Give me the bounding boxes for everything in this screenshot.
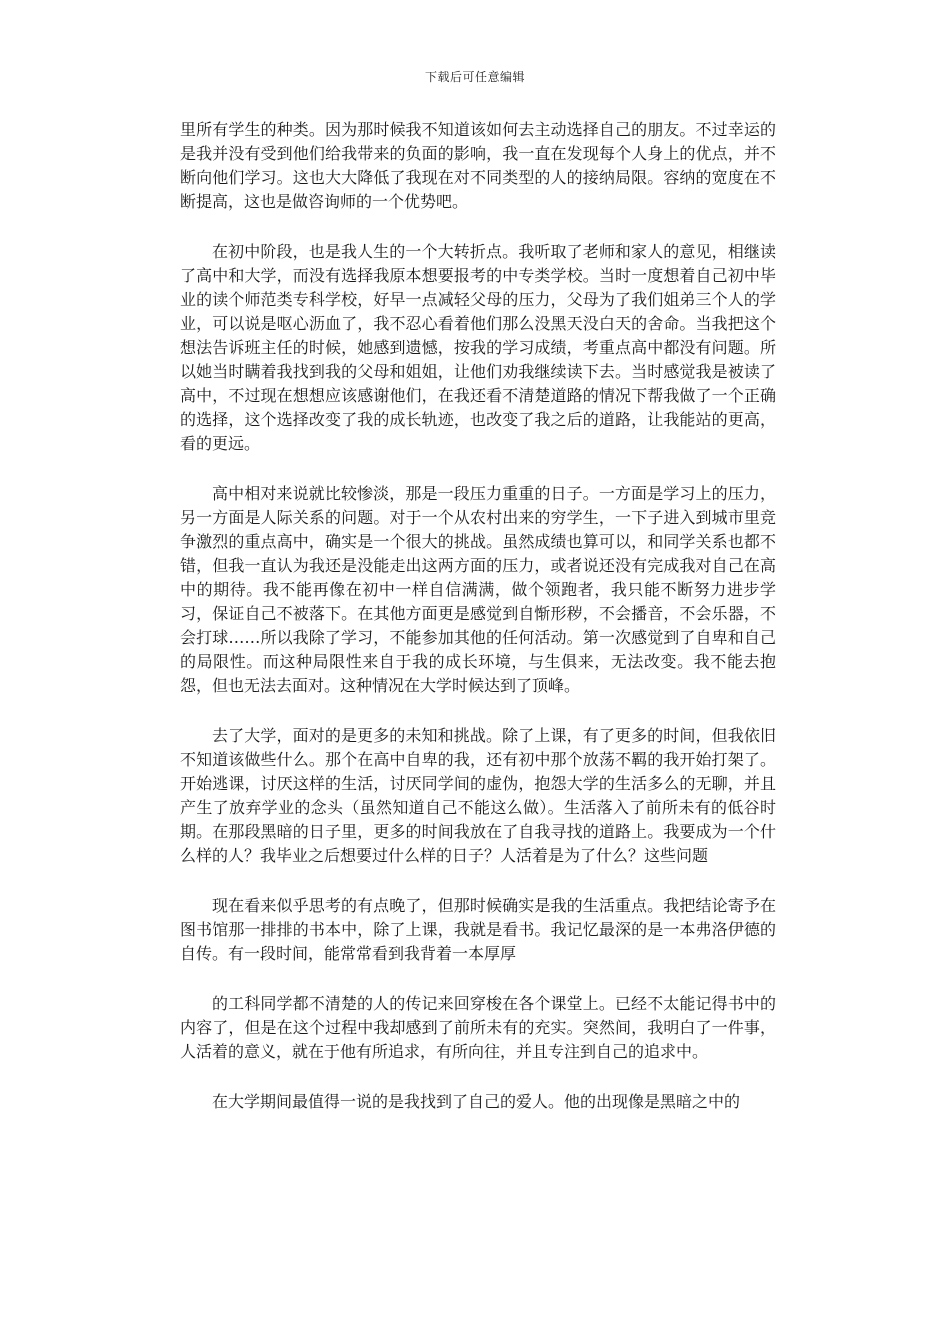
paragraph-1: 里所有学生的种类。因为那时候我不知道该如何去主动选择自己的朋友。不过幸运的是我并没有受到他们给我带来的负面的影响，我一直在发现每个人身上的优点，并不断向他们学习。这也大大降低了我现在对不同类型的人的接纳局限。容纳的宽度在不断提高，这也是做咨询师的一个优势吧。 bbox=[180, 120, 776, 211]
page-header: 下载后可任意编辑 bbox=[424, 70, 525, 84]
document-body bbox=[180, 118, 776, 1140]
paragraph-7: 在大学期间最值得一说的是我找到了自己的爱人。他的出现像是黑暗之中的 bbox=[212, 1092, 741, 1111]
paragraph-4: 去了大学，面对的是更多的未知和挑战。除了上课，有了更多的时间，但我依旧不知道该做些什么。那个在高中自卑的我，还有初中那个放荡不羁的我开始打架了。开始逃课，讨厌这样的生活，讨厌同学间的虚伪，抱怨大学的生活多么的无聊，并且产生了放弃学业的念头（虽然知道自己不能这么做）。生活落入了前所未有的低谷时期。在那段黑暗的日子里，更多的时间我放在了自我寻找的道路上。我要成为一个什么样的人？我毕业之后想要过什么样的日子？人活着是为了什么？这些问题 bbox=[180, 726, 776, 865]
paragraph-6: 的工科同学都不清楚的人的传记来回穿梭在各个课堂上。已经不太能记得书中的内容了，但是在这个过程中我却感到了前所未有的充实。突然间，我明白了一件事，人活着的意义，就在于他有所追求，有所向往，并且专注到自己的追求中。 bbox=[180, 994, 776, 1061]
paragraph-2: 在初中阶段，也是我人生的一个大转折点。我听取了老师和家人的意见，相继读了高中和大学，而没有选择我原本想要报考的中专类学校。当时一度想着自己初中毕业的读个师范类专科学校，好早一点减轻父母的压力，父母为了我们姐弟三个人的学业，可以说是呕心沥血了，我不忍心看着他们那么没黑天没白天的舍命。当我把这个想法告诉班主任的时候，她感到遗憾，按我的学习成绩，考重点高中都没有问题。所以她当时瞒着我找到我的父母和姐姐，让他们劝我继续读下去。当时感觉我是被读了高中，不过现在想想应该感谢他们，在我还看不清楚道路的情况下帮我做了一个正确的选择，这个选择改变了我的成长轨迹，也改变了我之后的道路，让我能站的更高，看的更远。 bbox=[180, 242, 776, 453]
paragraph-5: 现在看来似乎思考的有点晚了，但那时候确实是我的生活重点。我把结论寄予在图书馆那一排排的书本中，除了上课，我就是看书。我记忆最深的是一本弗洛伊德的自传。有一段时间，能常常看到我背着一本厚厚 bbox=[180, 896, 776, 963]
paragraph-3: 高中相对来说就比较惨淡，那是一段压力重重的日子。一方面是学习上的压力，另一方面是人际关系的问题。对于一个从农村出来的穷学生，一下子进入到城市里竞争激烈的重点高中，确实是一个很大的挑战。虽然成绩也算可以，和同学关系也都不错，但我一直认为我还是没能走出这两方面的压力，或者说还没有完成我对自己在高中的期待。我不能再像在初中一样自信满满，做个领跑者，我只能不断努力进步学习，保证自己不被落下。在其他方面更是感觉到自惭形秽，不会播音，不会乐器，不会打球……所以我除了学习，不能参加其他的任何活动。第一次感觉到了自卑和自己的局限性。而这种局限性来自于我的成长环境，与生俱来，无法改变。我不能去抱怨，但也无法去面对。这种情况在大学时候达到了顶峰。 bbox=[180, 484, 776, 695]
